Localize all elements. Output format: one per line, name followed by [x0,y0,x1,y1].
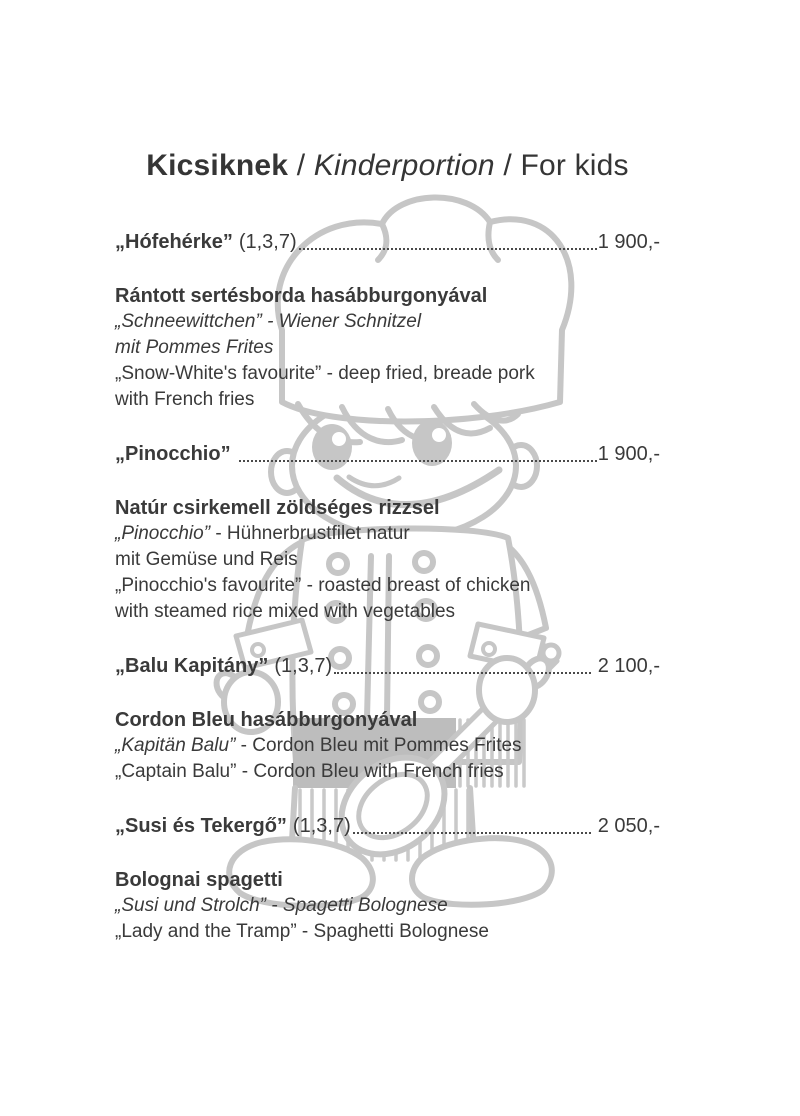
description-segment: with French fries [115,389,255,410]
menu-item-price-row [115,813,660,839]
title-german: Kinderportion [313,149,495,182]
description-segment: „Pinocchio” [115,523,211,544]
description-segment: mit Pommes Frites [115,337,274,358]
dotted-leader [299,248,597,250]
description-segment: „Snow-White's favourite” - deep fried, breade pork [115,363,535,384]
menu-item-name-hungarian: Rántott sertésborda hasábburgonyával [115,285,488,307]
menu-item-name-hungarian: Cordon Bleu hasábburgonyával [115,709,418,731]
menu-item-name: „Balu Kapitány” [115,655,269,677]
menu-items [115,229,660,945]
menu-item-name: „Hófehérke” [115,231,233,253]
menu-item-description-line [115,759,660,785]
menu-item-name: „Susi és Tekergő” [115,815,287,837]
description-segment: „Schneewittchen” - Wiener Schnitzel [115,311,422,332]
menu-item-description-line [115,309,660,335]
menu-item-price: 2 100,- [592,655,660,677]
menu-item-description-line [115,521,660,547]
menu-item-price: 1 900,- [597,443,660,465]
description-segment: - Cordon Bleu mit Pommes Frites [235,735,522,756]
menu-item-allergens: (1,3,7) [238,231,297,253]
menu-item-name: „Pinocchio” [115,443,231,465]
description-segment: „Kapitän Balu” [115,735,236,756]
menu-item-name-hungarian: Bolognai spagetti [115,869,283,891]
title-english: For kids [520,149,629,182]
description-segment: „Pinocchio's favourite” - roasted breast of chicken [115,575,531,596]
menu-item-price: 2 050,- [592,815,660,837]
title-hungarian: Kicsiknek [146,149,289,182]
dotted-leader [334,672,591,674]
menu-item-description-line [115,335,660,361]
menu-item-price-row [115,229,660,255]
menu-item-description-line [115,387,660,413]
description-segment: „Lady and the Tramp” - Spaghetti Bolognese [115,921,489,942]
menu-item [115,441,660,625]
title-separator: / [288,149,314,182]
menu-item-description-line [115,599,660,625]
menu-item [115,813,660,945]
dotted-leader [353,832,591,834]
description-segment: with steamed rice mixed with vegetables [115,601,456,622]
menu-item-allergens: (1,3,7) [292,815,351,837]
menu-item-description-line [115,573,660,599]
menu-content [115,148,660,973]
description-segment: „Captain Balu” - Cordon Bleu with French fries [115,761,504,782]
menu-item-price: 1 900,- [597,231,660,253]
menu-item-description-line [115,547,660,573]
description-segment: - Hühnerbrustfilet natur [210,523,410,544]
menu-item-allergens: (1,3,7) [274,655,333,677]
menu-item [115,653,660,785]
page-title [115,148,660,184]
menu-item-description-line [115,361,660,387]
description-segment: „Susi und Strolch” - Spagetti Bolognese [115,895,448,916]
title-separator: / [494,149,521,182]
menu-item-description-line [115,893,660,919]
menu-item-price-row [115,653,660,679]
menu-item-description-line [115,733,660,759]
menu-item-description-line [115,919,660,945]
description-segment: mit Gemüse und Reis [115,549,298,570]
dotted-leader [239,460,597,462]
menu-item-name-hungarian: Natúr csirkemell zöldséges rizzsel [115,497,440,519]
menu-item-price-row [115,441,660,467]
menu-item [115,229,660,413]
